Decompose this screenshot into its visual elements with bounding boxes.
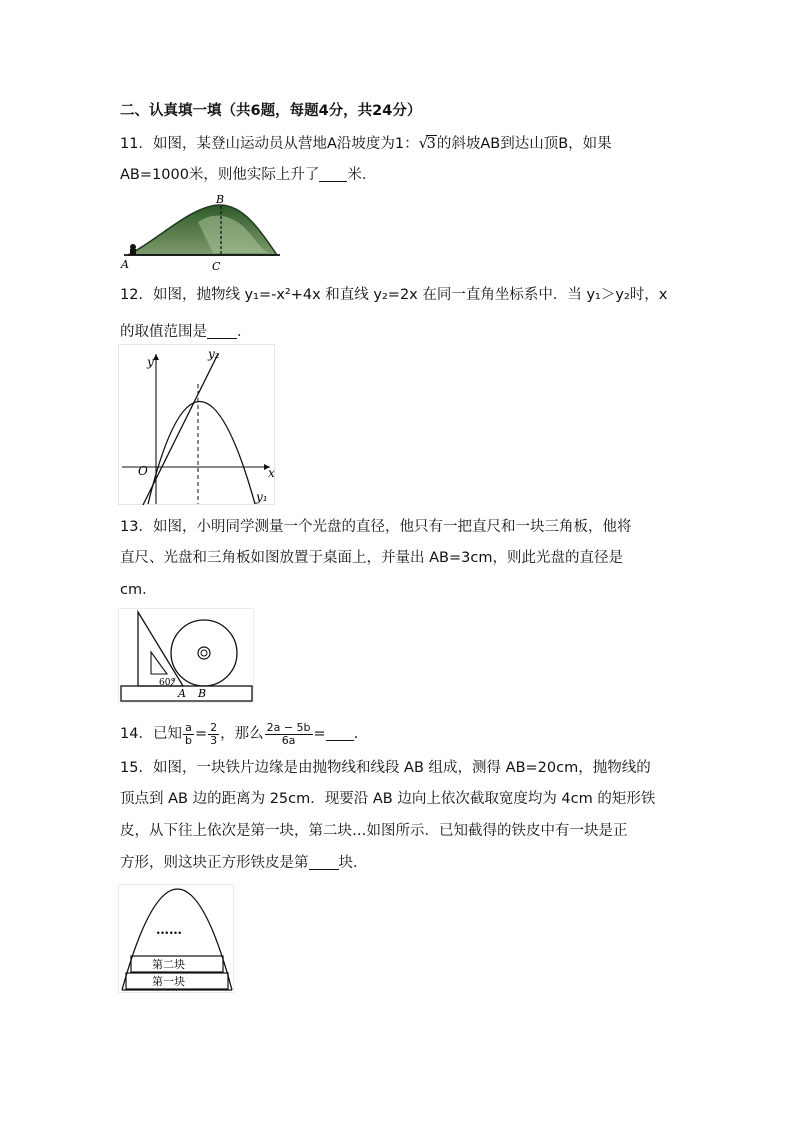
q14-line: [120, 720, 368, 748]
frac1-denominator: b: [184, 733, 192, 747]
set-square: [138, 612, 183, 686]
q15-number: 15．: [120, 760, 153, 776]
line-y2: [143, 354, 218, 505]
angle-label: 60°: [159, 678, 175, 688]
q11-text1: 如图，某登山运动员从营地A沿坡度为1：: [152, 136, 419, 152]
q14-end: ．: [353, 726, 369, 742]
frac2-denominator: 3: [210, 733, 218, 747]
q13-line1: [120, 517, 631, 537]
frac3-denominator: 6a: [281, 733, 296, 747]
q13-text2: 直尺、光盘和三角板如图放置于桌面上，并量出 AB=3cm，则此光盘的直径是: [120, 550, 623, 566]
q11-line2a: AB=1000米，则他实际上升了: [120, 167, 320, 183]
q15-line1: [120, 758, 651, 778]
q12-graph-figure: [118, 344, 280, 508]
q15-line2: [120, 789, 655, 809]
strip-2-label: 第二块: [152, 958, 185, 971]
q11-answer-blank[interactable]: [319, 165, 347, 182]
q15-text1: 如图，一块铁片边缘是由抛物线和线段 AB 组成，测得 AB=20cm，抛物线的: [152, 760, 651, 776]
q15-text3: 皮，从下往上依次是第一块，第二块…如图所示．已知截得的铁皮中有一块是正: [120, 823, 628, 839]
q13-number: 13．: [120, 519, 153, 535]
q15-line4: [120, 853, 368, 873]
frac1-numerator: a: [185, 720, 192, 734]
fraction-expression: [265, 722, 313, 747]
q15-line3: [120, 821, 628, 841]
ruler: [121, 686, 252, 701]
label-a: A: [121, 258, 129, 271]
frac2-numerator: 2: [210, 720, 218, 734]
radical-sign-icon: √: [418, 134, 429, 152]
dots: ……: [156, 923, 182, 938]
q14-eq: =: [194, 726, 208, 742]
q11-line2b: 米．: [347, 167, 377, 183]
q12-number: 12．: [120, 287, 153, 303]
q14-eq2: =: [313, 726, 326, 742]
section-title: 二、认真填一填（共6题，每题4分，共24分）: [120, 103, 422, 119]
q14-pre: 已知: [152, 726, 182, 742]
label-b: B: [216, 193, 225, 206]
label-b: B: [198, 687, 207, 700]
q15-answer-blank[interactable]: [309, 853, 339, 870]
q15-text4a: 方形，则这块正方形铁皮是第: [120, 855, 309, 871]
parabola-y1: [148, 402, 255, 505]
q13-text3: cm．: [120, 582, 157, 598]
q14-number: 14．: [120, 726, 153, 742]
q11-line1: [120, 134, 612, 154]
q14-mid: ，那么: [220, 726, 264, 742]
label-a: A: [178, 687, 186, 700]
label-c: C: [212, 260, 221, 272]
q13-line2: [120, 548, 623, 568]
q12-line1: [120, 285, 667, 305]
sqrt-expression: [419, 134, 437, 154]
strip-1-label: 第一块: [152, 975, 185, 988]
q15-text2: 顶点到 AB 边的距离为 25cm．现要沿 AB 边向上依次截取宽度均为 4cm 的矩形铁: [120, 791, 656, 807]
sqrt-radicand: 3: [426, 136, 436, 152]
q12-line2: [120, 322, 252, 342]
q11-line2: [120, 165, 376, 185]
q12-text1: 如图，抛物线 y₁=-x²+4x 和直线 y₂=2x 在同一直角坐标系中．当 y₁＞y₂时，x: [152, 287, 668, 303]
disc: [171, 620, 237, 686]
fraction-a-over-b: [183, 722, 194, 747]
q15-text4b: 块．: [338, 855, 368, 871]
q14-answer-blank[interactable]: [326, 724, 354, 741]
q11-text2: 的斜坡AB到达山顶B，如果: [436, 136, 612, 152]
fraction-2-over-3: [208, 722, 219, 747]
q12-answer-blank[interactable]: [207, 322, 237, 339]
q13-disc-figure: [118, 608, 256, 704]
label-y: y: [147, 355, 154, 369]
label-y1: y₁: [256, 490, 268, 504]
disc-center-outer: [198, 647, 210, 659]
q12-line2b: ．: [237, 324, 252, 340]
q11-number: 11．: [120, 136, 153, 152]
frac3-numerator: 2a − 5b: [266, 720, 311, 734]
q11-mountain-figure: [118, 192, 283, 272]
q12-line2a: 的取值范围是: [120, 324, 207, 340]
q13-line3: [120, 580, 157, 600]
label-x: x: [268, 466, 275, 480]
q15-iron-sheet-figure: [118, 884, 236, 994]
label-origin: O: [138, 464, 148, 478]
label-y2: y₂: [208, 347, 220, 361]
q13-text1: 如图，小明同学测量一个光盘的直径，他只有一把直尺和一块三角板，他将: [152, 519, 632, 535]
disc-center-inner: [201, 650, 207, 656]
